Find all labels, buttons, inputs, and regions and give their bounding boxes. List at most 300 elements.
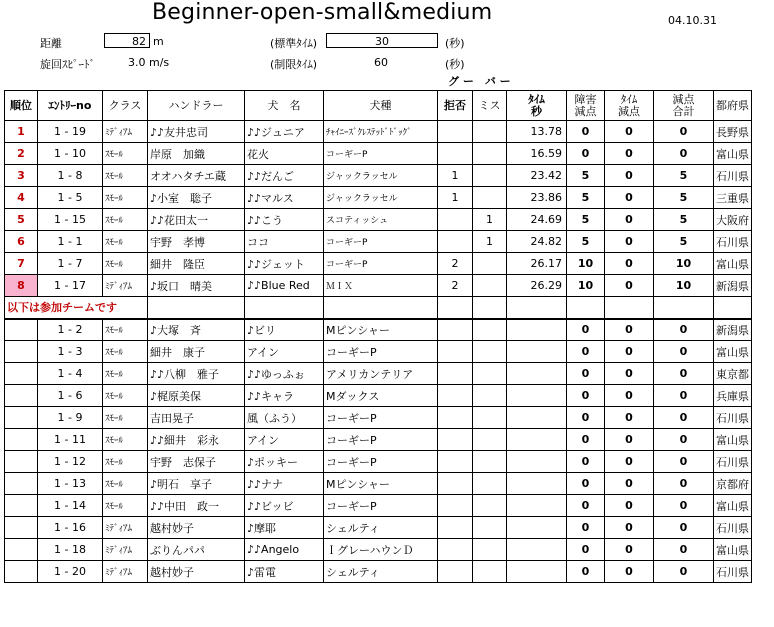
miss-cell xyxy=(473,451,507,473)
separator-note: 以下は参加チームです xyxy=(5,297,148,319)
total-penalty-cell: 0 xyxy=(654,561,714,583)
total-penalty-cell: 10 xyxy=(654,275,714,297)
time-cell: 26.17 xyxy=(507,253,567,275)
dog-cell: ♪♪ナナ xyxy=(245,473,324,495)
pref-cell: 石川県 xyxy=(714,231,752,253)
time-cell xyxy=(507,495,567,517)
miss-cell xyxy=(473,275,507,297)
total-penalty-cell: 0 xyxy=(654,341,714,363)
handler-cell: 岸原 加織 xyxy=(148,143,245,165)
empty-cell xyxy=(324,297,438,319)
header-time xyxy=(507,91,567,121)
breed-cell: コーギーP xyxy=(324,231,438,253)
refusal-cell xyxy=(438,517,473,539)
empty-cell xyxy=(714,297,752,319)
handler-cell: ♪小室 聡子 xyxy=(148,187,245,209)
distance-unit: m xyxy=(153,35,164,48)
class-cell: ｽﾓｰﾙ xyxy=(103,209,148,231)
pref-cell: 富山県 xyxy=(714,341,752,363)
class-cell: ﾐﾃﾞｨｱﾑ xyxy=(103,539,148,561)
total-penalty-cell: 0 xyxy=(654,495,714,517)
entry-cell: 1 - 19 xyxy=(38,121,103,143)
time-penalty-cell: 0 xyxy=(605,385,654,407)
refusal-cell xyxy=(438,539,473,561)
handler-cell: 細井 隆臣 xyxy=(148,253,245,275)
miss-cell xyxy=(473,187,507,209)
breed-cell: ＩグレーハウンＤ xyxy=(324,539,438,561)
time-cell xyxy=(507,341,567,363)
obstacle-penalty-cell: 5 xyxy=(567,165,605,187)
time-penalty-cell: 0 xyxy=(605,429,654,451)
miss-cell xyxy=(473,429,507,451)
group-label: グ ー バ ー xyxy=(448,75,511,88)
dog-cell: ♪♪ジュニア xyxy=(245,121,324,143)
handler-cell: 細井 康子 xyxy=(148,341,245,363)
pref-cell: 富山県 xyxy=(714,253,752,275)
time-penalty-cell: 0 xyxy=(605,165,654,187)
entry-cell: 1 - 4 xyxy=(38,363,103,385)
distance-label: 距離 xyxy=(40,37,62,50)
time-penalty-cell: 0 xyxy=(605,451,654,473)
entry-cell: 1 - 5 xyxy=(38,187,103,209)
breed-cell: ジャックラッセル xyxy=(324,165,438,187)
rank-cell: 8 xyxy=(5,275,38,297)
handler-cell: ♪梶原美保 xyxy=(148,385,245,407)
header-timepen-bottom: 減点 xyxy=(618,104,640,118)
obstacle-penalty-cell: 0 xyxy=(567,143,605,165)
pref-cell: 新潟県 xyxy=(714,319,752,341)
obstacle-penalty-cell: 0 xyxy=(567,495,605,517)
entry-cell: 1 - 13 xyxy=(38,473,103,495)
header-row xyxy=(5,91,752,121)
time-cell xyxy=(507,363,567,385)
obstacle-penalty-cell: 5 xyxy=(567,209,605,231)
pref-cell: 石川県 xyxy=(714,407,752,429)
ranked-row xyxy=(5,187,752,209)
time-cell xyxy=(507,539,567,561)
time-cell xyxy=(507,451,567,473)
pref-cell: 三重県 xyxy=(714,187,752,209)
separator-row xyxy=(5,297,752,319)
refusal-cell xyxy=(438,143,473,165)
class-cell: ｽﾓｰﾙ xyxy=(103,385,148,407)
breed-cell: コーギーP xyxy=(324,429,438,451)
total-penalty-cell: 0 xyxy=(654,429,714,451)
rank-cell: 2 xyxy=(5,143,38,165)
rank-cell xyxy=(5,451,38,473)
header-refusal: 拒否 xyxy=(438,91,473,121)
total-penalty-cell: 0 xyxy=(654,473,714,495)
class-cell: ﾐﾃﾞｨｱﾑ xyxy=(103,121,148,143)
miss-cell xyxy=(473,495,507,517)
refusal-cell: 2 xyxy=(438,253,473,275)
entry-cell: 1 - 10 xyxy=(38,143,103,165)
header-miss: ミス xyxy=(473,91,507,121)
class-cell: ｽﾓｰﾙ xyxy=(103,363,148,385)
entry-cell: 1 - 9 xyxy=(38,407,103,429)
total-penalty-cell: 0 xyxy=(654,143,714,165)
miss-cell xyxy=(473,363,507,385)
participant-row xyxy=(5,385,752,407)
breed-cell: コーギーP xyxy=(324,341,438,363)
miss-cell: 1 xyxy=(473,209,507,231)
time-penalty-cell: 0 xyxy=(605,231,654,253)
time-cell xyxy=(507,385,567,407)
class-cell: ｽﾓｰﾙ xyxy=(103,429,148,451)
dog-cell: ♪♪キャラ xyxy=(245,385,324,407)
time-cell: 24.82 xyxy=(507,231,567,253)
pref-cell: 大阪府 xyxy=(714,209,752,231)
obstacle-penalty-cell: 0 xyxy=(567,473,605,495)
class-cell: ｽﾓｰﾙ xyxy=(103,473,148,495)
header-breed: 犬種 xyxy=(324,91,438,121)
pref-cell: 京都府 xyxy=(714,473,752,495)
obstacle-penalty-cell: 10 xyxy=(567,275,605,297)
participant-row xyxy=(5,451,752,473)
breed-cell: Mピンシャー xyxy=(324,319,438,341)
refusal-cell xyxy=(438,209,473,231)
obstacle-penalty-cell: 0 xyxy=(567,561,605,583)
limit-time-label: (制限ﾀｲﾑ) xyxy=(270,58,318,71)
limit-time-unit: (秒) xyxy=(445,58,465,71)
class-cell: ﾐﾃﾞｨｱﾑ xyxy=(103,561,148,583)
std-time-value: 30 xyxy=(326,33,438,48)
refusal-cell xyxy=(438,231,473,253)
handler-cell: オオハタチエ蔵 xyxy=(148,165,245,187)
rank-cell xyxy=(5,561,38,583)
header-total-bottom: 合計 xyxy=(672,104,695,118)
breed-cell: コーギーP xyxy=(324,495,438,517)
refusal-cell xyxy=(438,561,473,583)
breed-cell: シェルティ xyxy=(324,517,438,539)
empty-cell xyxy=(654,297,714,319)
breed-cell: コーギーP xyxy=(324,407,438,429)
class-cell: ｽﾓｰﾙ xyxy=(103,451,148,473)
class-cell: ｽﾓｰﾙ xyxy=(103,253,148,275)
handler-cell: 越村妙子 xyxy=(148,517,245,539)
breed-cell: ジャックラッセル xyxy=(324,187,438,209)
class-cell: ｽﾓｰﾙ xyxy=(103,187,148,209)
ranked-row xyxy=(5,209,752,231)
header-timepen-top: ﾀｲﾑ xyxy=(620,92,638,106)
dog-cell: ♪♪こう xyxy=(245,209,324,231)
dog-cell: ♪♪ビッビ xyxy=(245,495,324,517)
dog-cell: ♪♪Angelo xyxy=(245,539,324,561)
dog-cell: ♪♪ジェット xyxy=(245,253,324,275)
time-cell: 23.86 xyxy=(507,187,567,209)
breed-cell: スコティッシュ xyxy=(324,209,438,231)
dog-cell: 風（ふう） xyxy=(245,407,324,429)
time-penalty-cell: 0 xyxy=(605,561,654,583)
miss-cell xyxy=(473,539,507,561)
time-penalty-cell: 0 xyxy=(605,187,654,209)
entry-cell: 1 - 20 xyxy=(38,561,103,583)
std-time-unit: (秒) xyxy=(445,37,465,50)
header-total-penalty xyxy=(654,91,714,121)
dog-cell: ココ xyxy=(245,231,324,253)
dog-cell: ♪♪だんご xyxy=(245,165,324,187)
handler-cell: 宇野 孝博 xyxy=(148,231,245,253)
rank-cell xyxy=(5,363,38,385)
total-penalty-cell: 5 xyxy=(654,187,714,209)
entry-cell: 1 - 3 xyxy=(38,341,103,363)
rank-cell: 3 xyxy=(5,165,38,187)
refusal-cell xyxy=(438,385,473,407)
refusal-cell xyxy=(438,121,473,143)
dog-cell: ♪♪ゆっふぉ xyxy=(245,363,324,385)
dog-cell: ♪ポッキー xyxy=(245,451,324,473)
entry-cell: 1 - 8 xyxy=(38,165,103,187)
total-penalty-cell: 0 xyxy=(654,319,714,341)
refusal-cell xyxy=(438,429,473,451)
header-dog: 犬 名 xyxy=(245,91,324,121)
handler-cell: ♪♪花田太一 xyxy=(148,209,245,231)
class-cell: ｽﾓｰﾙ xyxy=(103,341,148,363)
empty-cell xyxy=(438,297,473,319)
time-penalty-cell: 0 xyxy=(605,539,654,561)
pref-cell: 長野県 xyxy=(714,121,752,143)
total-penalty-cell: 0 xyxy=(654,451,714,473)
ranked-row xyxy=(5,275,752,297)
participant-row xyxy=(5,495,752,517)
pref-cell: 石川県 xyxy=(714,165,752,187)
miss-cell xyxy=(473,473,507,495)
miss-cell xyxy=(473,407,507,429)
class-cell: ｽﾓｰﾙ xyxy=(103,407,148,429)
dog-cell: ♪♪Blue Red xyxy=(245,275,324,297)
total-penalty-cell: 0 xyxy=(654,363,714,385)
class-cell: ｽﾓｰﾙ xyxy=(103,319,148,341)
total-penalty-cell: 10 xyxy=(654,253,714,275)
rank-cell xyxy=(5,429,38,451)
header-obstacle-penalty xyxy=(567,91,605,121)
obstacle-penalty-cell: 0 xyxy=(567,363,605,385)
header-class: クラス xyxy=(103,91,148,121)
obstacle-penalty-cell: 5 xyxy=(567,187,605,209)
handler-cell: ♪♪中田 政一 xyxy=(148,495,245,517)
obstacle-penalty-cell: 0 xyxy=(567,451,605,473)
miss-cell xyxy=(473,319,507,341)
handler-cell: ぶりんパパ xyxy=(148,539,245,561)
class-cell: ｽﾓｰﾙ xyxy=(103,495,148,517)
rank-cell: 7 xyxy=(5,253,38,275)
empty-cell xyxy=(605,297,654,319)
header-rank: 順位 xyxy=(5,91,38,121)
participant-row xyxy=(5,473,752,495)
entry-cell: 1 - 12 xyxy=(38,451,103,473)
handler-cell: ♪大塚 斉 xyxy=(148,319,245,341)
miss-cell xyxy=(473,165,507,187)
breed-cell: ﾁｬｲﾆｰｽﾞｸﾚｽﾃｯﾄﾞﾄﾞｯｸﾞ xyxy=(324,121,438,143)
time-cell xyxy=(507,517,567,539)
pref-cell: 東京都 xyxy=(714,363,752,385)
pref-cell: 石川県 xyxy=(714,561,752,583)
dog-cell: ♪♪マルス xyxy=(245,187,324,209)
refusal-cell xyxy=(438,495,473,517)
dog-cell: アイン xyxy=(245,341,324,363)
entry-cell: 1 - 17 xyxy=(38,275,103,297)
rank-cell: 6 xyxy=(5,231,38,253)
header-obstacle-top: 障害 xyxy=(574,92,597,106)
results-table xyxy=(4,90,752,583)
miss-cell xyxy=(473,561,507,583)
miss-cell: 1 xyxy=(473,231,507,253)
breed-cell: コーギーP xyxy=(324,253,438,275)
date: 04.10.31 xyxy=(668,14,717,27)
time-penalty-cell: 0 xyxy=(605,473,654,495)
refusal-cell xyxy=(438,319,473,341)
time-cell: 13.78 xyxy=(507,121,567,143)
header-entry: ｴﾝﾄﾘｰno xyxy=(38,91,103,121)
entry-cell: 1 - 11 xyxy=(38,429,103,451)
entry-cell: 1 - 15 xyxy=(38,209,103,231)
entry-cell: 1 - 6 xyxy=(38,385,103,407)
header-obstacle-bottom: 減点 xyxy=(574,104,597,118)
time-penalty-cell: 0 xyxy=(605,143,654,165)
time-penalty-cell: 0 xyxy=(605,517,654,539)
participant-row xyxy=(5,363,752,385)
header-pref: 都府県 xyxy=(714,91,752,121)
refusal-cell: 2 xyxy=(438,275,473,297)
turn-speed-label: 旋回ｽﾋﾟｰﾄﾞ xyxy=(40,58,95,71)
participant-row xyxy=(5,561,752,583)
ranked-row xyxy=(5,253,752,275)
entry-cell: 1 - 18 xyxy=(38,539,103,561)
handler-cell: ♪坂口 晴美 xyxy=(148,275,245,297)
pref-cell: 石川県 xyxy=(714,517,752,539)
refusal-cell xyxy=(438,363,473,385)
refusal-cell: 1 xyxy=(438,187,473,209)
total-penalty-cell: 5 xyxy=(654,209,714,231)
time-penalty-cell: 0 xyxy=(605,319,654,341)
empty-cell xyxy=(473,297,507,319)
entry-cell: 1 - 2 xyxy=(38,319,103,341)
entry-cell: 1 - 14 xyxy=(38,495,103,517)
obstacle-penalty-cell: 5 xyxy=(567,231,605,253)
header-total-top: 減点 xyxy=(672,92,695,106)
obstacle-penalty-cell: 0 xyxy=(567,341,605,363)
empty-cell xyxy=(245,297,324,319)
time-penalty-cell: 0 xyxy=(605,209,654,231)
time-cell xyxy=(507,473,567,495)
total-penalty-cell: 5 xyxy=(654,165,714,187)
time-penalty-cell: 0 xyxy=(605,363,654,385)
rank-cell xyxy=(5,407,38,429)
obstacle-penalty-cell: 0 xyxy=(567,517,605,539)
miss-cell xyxy=(473,517,507,539)
pref-cell: 石川県 xyxy=(714,451,752,473)
handler-cell: ♪♪友井忠司 xyxy=(148,121,245,143)
entry-cell: 1 - 1 xyxy=(38,231,103,253)
breed-cell: コーギーP xyxy=(324,143,438,165)
empty-cell xyxy=(507,297,567,319)
pref-cell: 富山県 xyxy=(714,539,752,561)
header-time-unit: 秒 xyxy=(531,104,542,118)
rank-cell xyxy=(5,495,38,517)
dog-cell: アイン xyxy=(245,429,324,451)
participant-row xyxy=(5,319,752,341)
refusal-cell xyxy=(438,473,473,495)
std-time-label: (標準ﾀｲﾑ) xyxy=(270,37,318,50)
rank-cell xyxy=(5,473,38,495)
time-penalty-cell: 0 xyxy=(605,407,654,429)
obstacle-penalty-cell: 0 xyxy=(567,121,605,143)
rank-cell xyxy=(5,319,38,341)
breed-cell: アメリカンテリア xyxy=(324,363,438,385)
breed-cell: Mダックス xyxy=(324,385,438,407)
time-penalty-cell: 0 xyxy=(605,341,654,363)
total-penalty-cell: 0 xyxy=(654,385,714,407)
obstacle-penalty-cell: 0 xyxy=(567,407,605,429)
handler-cell: ♪明石 享子 xyxy=(148,473,245,495)
time-cell xyxy=(507,429,567,451)
total-penalty-cell: 0 xyxy=(654,517,714,539)
time-cell xyxy=(507,319,567,341)
time-penalty-cell: 0 xyxy=(605,275,654,297)
obstacle-penalty-cell: 0 xyxy=(567,429,605,451)
time-cell xyxy=(507,407,567,429)
empty-cell xyxy=(567,297,605,319)
breed-cell: Mピンシャー xyxy=(324,473,438,495)
class-cell: ｽﾓｰﾙ xyxy=(103,231,148,253)
turn-speed-value: 3.0 m/s xyxy=(128,56,170,69)
ranked-row xyxy=(5,165,752,187)
pref-cell: 富山県 xyxy=(714,143,752,165)
empty-cell xyxy=(148,297,245,319)
handler-cell: 宇野 志保子 xyxy=(148,451,245,473)
miss-cell xyxy=(473,121,507,143)
rank-cell xyxy=(5,341,38,363)
obstacle-penalty-cell: 0 xyxy=(567,539,605,561)
obstacle-penalty-cell: 0 xyxy=(567,385,605,407)
rank-cell xyxy=(5,385,38,407)
dog-cell: ♪雷電 xyxy=(245,561,324,583)
handler-cell: ♪♪八柳 雅子 xyxy=(148,363,245,385)
page-title: Beginner-open-small&medium xyxy=(152,0,493,25)
pref-cell: 兵庫県 xyxy=(714,385,752,407)
dog-cell: 花火 xyxy=(245,143,324,165)
class-cell: ﾐﾃﾞｨｱﾑ xyxy=(103,275,148,297)
breed-cell: コーギーP xyxy=(324,451,438,473)
ranked-row xyxy=(5,231,752,253)
time-penalty-cell: 0 xyxy=(605,121,654,143)
participant-row xyxy=(5,517,752,539)
refusal-cell xyxy=(438,451,473,473)
pref-cell: 新潟県 xyxy=(714,275,752,297)
ranked-row xyxy=(5,121,752,143)
refusal-cell: 1 xyxy=(438,165,473,187)
pref-cell: 富山県 xyxy=(714,495,752,517)
rank-cell xyxy=(5,539,38,561)
participant-row xyxy=(5,429,752,451)
rank-cell xyxy=(5,517,38,539)
handler-cell: 越村妙子 xyxy=(148,561,245,583)
total-penalty-cell: 0 xyxy=(654,539,714,561)
handler-cell: ♪♪細井 彩永 xyxy=(148,429,245,451)
pref-cell: 富山県 xyxy=(714,429,752,451)
time-cell xyxy=(507,561,567,583)
time-penalty-cell: 0 xyxy=(605,495,654,517)
time-cell: 26.29 xyxy=(507,275,567,297)
dog-cell: ♪摩耶 xyxy=(245,517,324,539)
class-cell: ｽﾓｰﾙ xyxy=(103,143,148,165)
total-penalty-cell: 0 xyxy=(654,407,714,429)
miss-cell xyxy=(473,341,507,363)
dog-cell: ♪ビリ xyxy=(245,319,324,341)
rank-cell: 1 xyxy=(5,121,38,143)
header-handler: ハンドラー xyxy=(148,91,245,121)
entry-cell: 1 - 16 xyxy=(38,517,103,539)
